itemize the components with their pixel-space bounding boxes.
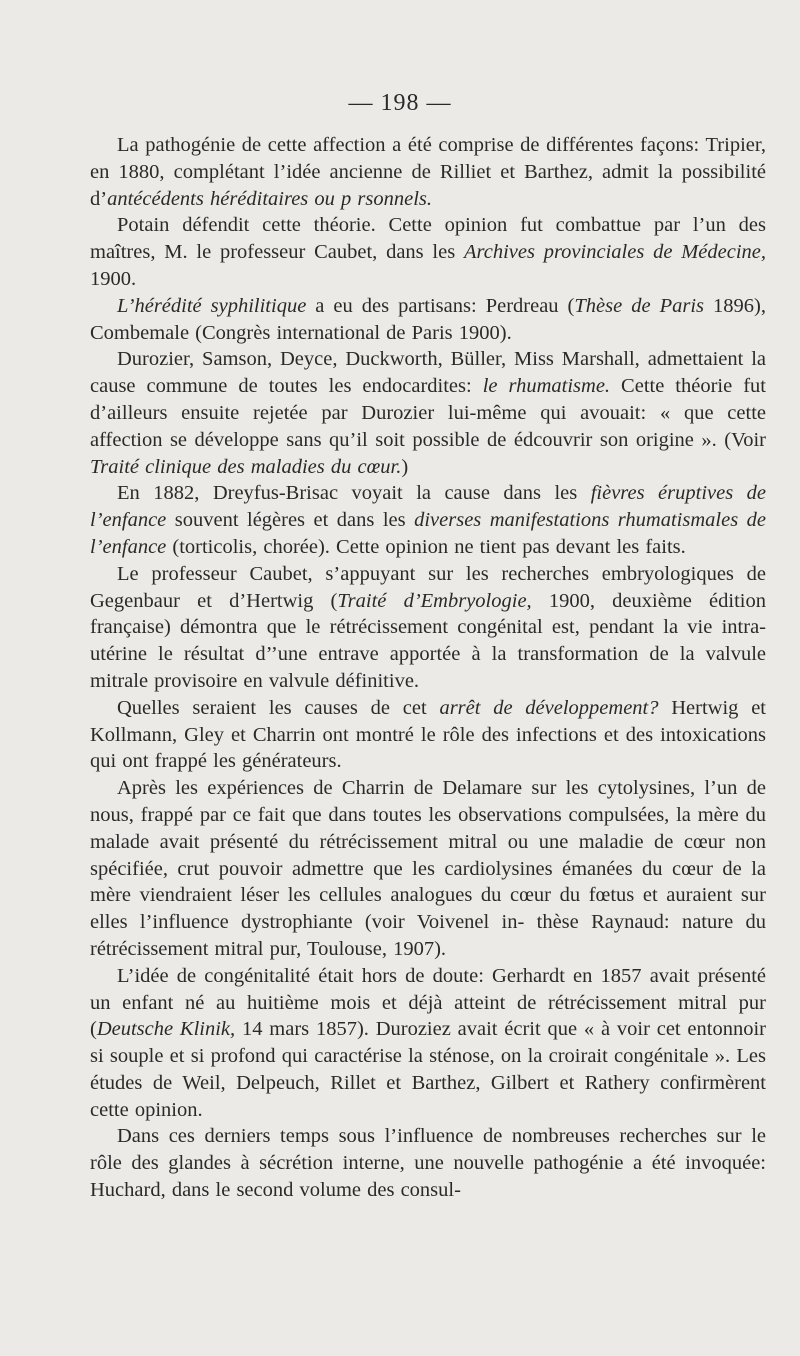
text-run: 1900, deuxième édition française) démontra que le rétrécissement congénital est, pendant la vie intra-utérine le résultat d’’une entrave apportée à la transformation de la valvule mitrale provisoire en valvule définitive.	[90, 589, 766, 692]
text-run: En 1882, Dreyfus-Brisac voyait la cause dans les	[117, 482, 591, 505]
text-run: Après les expériences de Charrin de Delamare sur les cytolysines, l’un de nous, frappé par ce fait que dans toutes les observations compulsées, la mère du malade avait présenté du rétrécissement mitral ou une maladie de cœur non spécifiée, crut pouvoir admettre que les cardiolysines émanées du cœur de la mère viendraient léser les cellules analogues du cœur du fœtus et auraient sur elles l’influence dystrophiante (voir Voivenel in- thèse Raynaud: nature du rétrécissement mitral pur, Toulouse, 1907).	[90, 777, 766, 960]
text-run: Cette théorie fut d’ailleurs ensuite rejetée par Durozier lui-même qui avouait: « que cette affection se développe sans qu’il soit possible de édcouvrir son origine ». (Voir	[90, 375, 766, 451]
text-run: )	[401, 455, 409, 478]
text-run: Potain défendit cette théorie. Cette opinion fut combattue par l’un des maîtres, M. le professeur Caubet, dans les	[90, 214, 766, 264]
text-run: 1896), Combemale (Congrès international de Paris 1900).	[90, 294, 766, 344]
paragraph	[90, 293, 766, 347]
italic-text: Thèse de Paris	[574, 294, 705, 317]
paragraph	[90, 695, 766, 775]
italic-text: arrêt de développement?	[439, 696, 659, 719]
text-run: 14 mars 1857). Duroziez avait écrit que « à voir cet entonnoir si souple et si profond qui caractérise la sténose, on la croirait congénitale ». Les études de Weil, Delpeuch, Rillet et Barthez, Gilbert et Rathery confirmèrent cette opinion.	[90, 1018, 766, 1121]
text-run: a eu des partisans: Perdreau (	[306, 294, 575, 317]
page-number: — 198 —	[348, 90, 452, 116]
paragraph	[90, 132, 766, 212]
text-run: (torticolis, chorée). Cette opinion ne tient pas devant les faits.	[166, 535, 686, 558]
italic-text: Traité d’Embryologie,	[337, 589, 532, 612]
text-run: Hertwig et Kollmann, Gley et Charrin ont montré le rôle des infections et des intoxications qui ont frappé les générateurs.	[90, 696, 766, 773]
text-run: L’idée de congénitalité était hors de doute: Gerhardt en 1857 avait présenté un enfant né au huitième mois et déjà atteint de rétrécissement mitral pur (	[90, 964, 766, 1041]
italic-text: antécédents héréditaires ou p rsonnels.	[107, 187, 433, 210]
paragraph	[90, 346, 766, 480]
paragraph	[90, 561, 766, 695]
italic-text: fièvres éruptives de l’enfance	[90, 482, 766, 532]
text-run: La pathogénie de cette affection a été comprise de différentes façons: Tripier, en 1880, complétant l’idée ancienne de Rilliet et Barthez, admit la possibilité d’	[90, 134, 766, 210]
text-run: Le professeur Caubet, s’appuyant sur les recherches embryologiques de Gegenbaur et d’Hertwig (	[90, 562, 766, 612]
italic-text: L’hérédité syphilitique	[117, 294, 307, 317]
italic-text: Deutsche Klinik,	[96, 1018, 236, 1041]
body-text	[90, 132, 766, 1204]
text-run: 1900.	[90, 267, 137, 290]
text-run: Quelles seraient les causes de cet	[117, 696, 440, 719]
paragraph	[90, 1123, 766, 1203]
paragraph	[90, 212, 766, 292]
italic-text: Traité clinique des maladies du cœur.	[90, 455, 402, 478]
paragraph	[90, 963, 766, 1124]
paragraph	[90, 480, 766, 560]
text-run: Dans ces derniers temps sous l’influence de nombreuses recherches sur le rôle des glandes à sécrétion interne, une nouvelle pathogénie a été invoquée: Huchard, dans le second volume des consul-	[90, 1125, 766, 1202]
text-run: Durozier, Samson, Deyce, Duckworth, Büller, Miss Marshall, admettaient la cause commune de toutes les endocardites:	[90, 348, 766, 398]
italic-text: Archives provinciales de Médecine,	[463, 241, 766, 264]
italic-text: le rhumatisme.	[482, 375, 611, 398]
italic-text: diverses manifestations rhumatismales de l’enfance	[90, 509, 766, 558]
text-run: souvent légères et dans les	[166, 509, 415, 532]
paragraph	[90, 775, 766, 963]
